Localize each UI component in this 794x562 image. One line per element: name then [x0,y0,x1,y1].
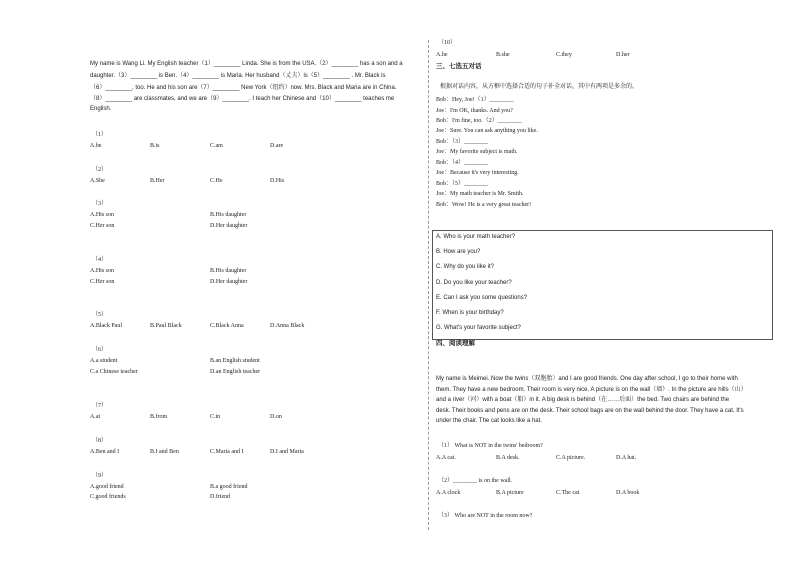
question-number: （2） [92,167,108,173]
option-b[interactable]: B.Paul Black [150,323,182,329]
cloze-passage-line: （8）________ are classmates, and we are（9）________. I teach her Chinese and（10）________ teaches me [90,96,395,102]
option-a[interactable]: A.Black Paul [90,323,122,329]
cloze-passage-line: （6）________, too. He and his son are（7）________ New York（纽约）now. Mrs. Black and Maria are in China. [90,85,397,91]
box-option: B. How are you? [436,249,481,255]
dialogue-line: Bob：I'm fine, too.（2）________ [436,118,522,124]
option-a[interactable]: A.a student [90,358,118,364]
reading-passage-line: under the chair. The cat looks like a hat. [436,418,542,424]
section-3-instructions: 根据对话内容，从方框中选择合适的句子补全对话，其中有两项是多余的。 [440,84,639,90]
option-a[interactable]: A.at [90,414,101,420]
option-c[interactable]: C.The cat [556,490,580,496]
question-number: （4） [92,257,108,263]
option-c[interactable]: C.in [210,414,221,420]
option-c[interactable]: C.Her son [90,279,115,285]
dialogue-line: Joe：My math teacher is Mr. Smith. [436,191,524,197]
reading-passage-line: and a river（河）with a boat（船）in it. A big desk is behind（在……后面）the bed. Two chairs are behind the [436,397,730,403]
option-a[interactable]: A.His son [90,212,115,218]
option-b[interactable]: B.Her [150,178,165,184]
dialogue-line: Bob：（4）________ [436,160,489,166]
question-number: （5） [92,312,108,318]
column-divider [428,40,429,530]
option-d[interactable]: D.His [270,178,285,184]
option-b[interactable]: B.A picture [496,490,524,496]
option-a[interactable]: A.His son [90,268,115,274]
question-number: （6） [92,347,108,353]
box-option: G. What's your favorite subject? [436,325,521,331]
reading-question-stem: （3） Who are NOT in the room now? [438,513,533,519]
option-b[interactable]: B.His daughter [210,212,247,218]
reading-passage-line: My name is Meimei. Now the twins（双胞胎）and I are good friends. One day after school, I go to their home with [436,376,738,382]
option-c[interactable]: C.Black Anna [210,323,244,329]
option-b[interactable]: B.is [150,143,160,149]
option-d[interactable]: D.Her daughter [210,279,248,285]
option-d[interactable]: D.I and Maria [270,449,304,455]
reading-question-stem: （2）________ is on the wall. [438,478,513,484]
cloze-passage-line: daughter.（3）________ is Ben.（4）________ is Maria. Her husband（丈夫）is（5）________ . Mr. Black is [90,73,386,79]
cloze-passage-line: My name is Wang Li. My English teacher（1）________ Linda. She is from the USA.（2）________ has a son and a [90,61,403,67]
option-b[interactable]: B.a good friend [210,484,248,490]
box-option: E. Can I ask you some questions? [436,295,528,301]
option-c[interactable]: C.He [210,178,223,184]
option-c[interactable]: C.good friends [90,494,126,500]
option-a[interactable]: A.She [90,178,105,184]
cloze-passage-line: English. [90,106,112,112]
reading-passage-line: desk. Their books and pens are on the desk. Their school bags are on the wall behind the door. They have a cat. It's [436,408,744,414]
option-b[interactable]: B.an English student [210,358,260,364]
option-c[interactable]: C.Her son [90,223,115,229]
question-number: （10） [438,40,457,46]
option-a[interactable]: A.be [90,143,102,149]
box-option: F. When is your birthday? [436,310,504,316]
option-d[interactable]: D.friend [210,494,231,500]
reading-passage-line: them. They have a new bedroom. Their room is very nice. A picture is on the wall（墙）. In the picture are hills（山） [436,387,747,393]
option-b[interactable]: B.she [496,52,510,58]
option-d[interactable]: D.on [270,414,282,420]
box-option: D. Do you like your teacher? [436,280,512,286]
dialogue-line: Joe：Because it's very interesting. [436,170,519,176]
dialogue-line: Bob：Wow! He is a very great teacher! [436,202,532,208]
option-b[interactable]: B.A desk. [496,455,520,461]
option-d[interactable]: D.Her daughter [210,223,248,229]
dialogue-line: Joe：I'm OK, thanks. And you? [436,108,513,114]
question-number: （3） [92,201,108,207]
option-b[interactable]: B.I and Ben [150,449,179,455]
option-c[interactable]: C.Maria and I [210,449,244,455]
reading-question-stem: （1） What is NOT in the twins' bedroom? [438,443,543,449]
section-3-title: 三、七选五对话 [436,63,482,70]
option-c[interactable]: C.am [210,143,223,149]
box-option: C. Why do you like it? [436,264,495,270]
option-a[interactable]: A.Ben and I [90,449,120,455]
option-a[interactable]: A.he [436,52,448,58]
dialogue-line: Bob：Hey, Joe!（1）________ [436,97,514,103]
option-c[interactable]: C.they [556,52,572,58]
section-4-title: 四、阅读理解 [436,340,475,347]
option-b[interactable]: B.from [150,414,168,420]
option-b[interactable]: B.His daughter [210,268,247,274]
dialogue-line: Joe：Sure. You can ask anything you like. [436,128,538,134]
option-c[interactable]: C.A picture. [556,455,586,461]
option-a[interactable]: A.A cat. [436,455,456,461]
question-number: （8） [92,438,108,444]
question-number: （1） [92,132,108,138]
option-d[interactable]: D.A book [616,490,640,496]
question-number: （7） [92,403,108,409]
box-option: A. Who is your math teacher? [436,234,516,240]
option-d[interactable]: D.are [270,143,284,149]
option-d[interactable]: D.Anna Black [270,323,305,329]
question-number: （9） [92,473,108,479]
option-c[interactable]: C.a Chinese teacher [90,369,138,375]
option-d[interactable]: D.A hat. [616,455,637,461]
option-d[interactable]: D.her [616,52,630,58]
dialogue-line: Bob：（5）________ [436,181,489,187]
option-a[interactable]: A.A clock [436,490,461,496]
option-a[interactable]: A.good friend [90,484,124,490]
dialogue-line: Joe：My favorite subject is math. [436,149,518,155]
dialogue-line: Bob：（3）________ [436,139,489,145]
option-d[interactable]: D.an English teacher [210,369,261,375]
